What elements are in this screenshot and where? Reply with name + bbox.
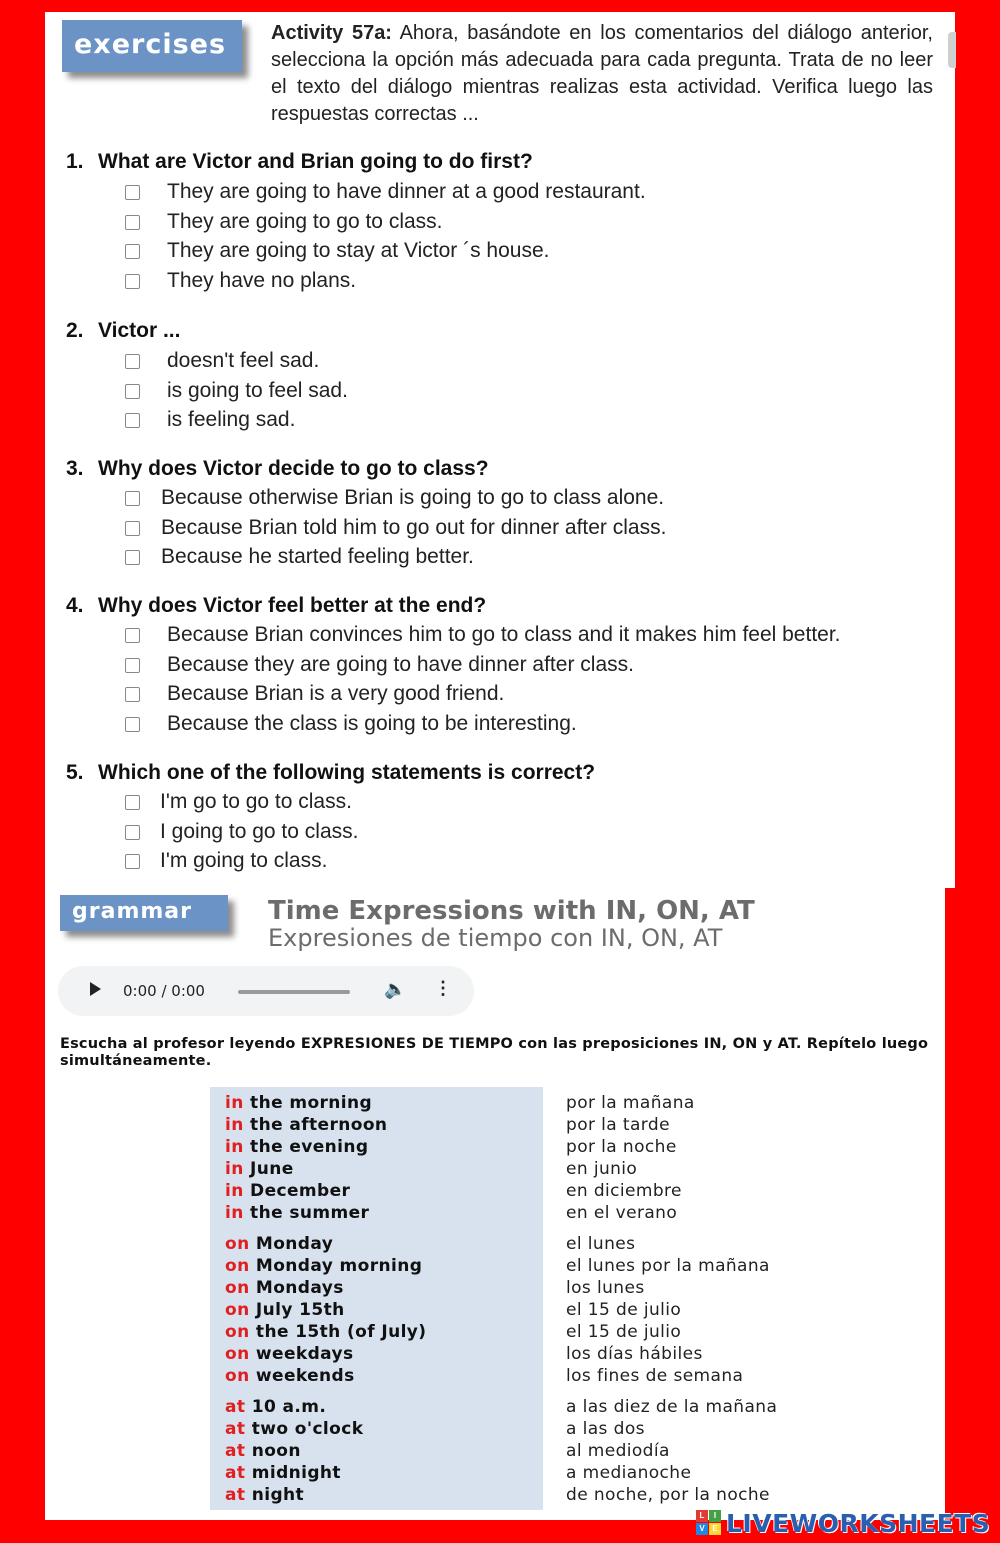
expression-rest: June [243,1159,294,1179]
answer-option-text: doesn't feel sad. [167,349,320,372]
preposition: at [225,1441,246,1461]
expression-rest: Mondays [249,1278,344,1298]
question-number: 1. [66,150,84,173]
question-text: What are Victor and Brian going to do first? [98,150,533,173]
answer-option-text: is going to feel sad. [167,378,348,402]
preposition: at [225,1485,246,1505]
answer-checkbox[interactable] [125,491,140,506]
logo-letter-i: I [709,1510,721,1522]
expression-spanish: por la tarde [566,1115,670,1135]
exercises-tag: exercises [62,20,242,72]
answer-option-text: Because otherwise Brian is going to go to class alone. [161,486,665,509]
expression-english [225,1093,372,1113]
expression-rest: two o'clock [245,1419,364,1439]
question-1 [66,150,533,174]
answer-checkbox[interactable] [125,658,140,673]
answer-option-text: Because the class is going to be interesting. [167,711,577,735]
question-number: 3. [66,457,84,480]
expression-spanish: en junio [566,1159,638,1179]
preposition: in [225,1093,244,1113]
answer-checkbox[interactable] [125,384,140,399]
preposition: on [225,1322,250,1342]
expression-english [225,1344,354,1364]
expression-spanish: el lunes [566,1234,636,1254]
audio-time: 0:00 / 0:00 [123,982,205,1000]
answer-checkbox[interactable] [125,354,140,369]
grammar-title: Time Expressions with IN, ON, AT [268,896,755,926]
expression-spanish: en el verano [566,1203,678,1223]
expression-spanish: el 15 de julio [566,1300,682,1320]
expression-spanish: de noche, por la noche [566,1485,770,1505]
logo-letter-v: V [696,1523,708,1535]
listen-instructions: Escucha al profesor leyendo EXPRESIONES DE TIEMPO con las preposiciones IN, ON y AT. Repítelo luego simultáneamente. [60,1036,929,1069]
expression-rest: the afternoon [243,1115,388,1135]
expression-rest: the 15th (of July) [249,1322,427,1342]
expression-spanish: los lunes [566,1278,645,1298]
preposition: in [225,1181,244,1201]
expression-english [225,1159,294,1179]
preposition: in [225,1159,244,1179]
expression-spanish: a las diez de la mañana [566,1397,778,1417]
answer-checkbox[interactable] [125,717,140,732]
expression-english [225,1234,333,1254]
expression-rest: the morning [243,1093,373,1113]
answer-option-text: I'm go to go to class. [160,790,352,813]
more-options-icon[interactable]: ⋮ [434,978,452,998]
logo-letter-e: E [709,1523,721,1535]
play-icon[interactable] [90,982,101,996]
question-2 [66,319,180,343]
expression-spanish: a medianoche [566,1463,692,1483]
answer-checkbox[interactable] [125,215,140,230]
question-number: 2. [66,319,84,342]
expression-english [225,1463,341,1483]
answer-option-text: They have no plans. [167,268,357,292]
preposition: on [225,1234,250,1254]
preposition: on [225,1366,250,1386]
answer-option-text: I'm going to class. [160,849,328,872]
expression-english [225,1278,344,1298]
answer-option-text: Because Brian told him to go out for dinner after class. [161,515,667,539]
answer-option-text: Because they are going to have dinner after class. [167,652,634,676]
preposition: in [225,1137,244,1157]
answer-checkbox[interactable] [125,244,140,259]
answer-checkbox[interactable] [125,825,140,840]
expression-spanish: a las dos [566,1419,645,1439]
expression-english [225,1300,345,1320]
question-5 [66,761,595,785]
expression-rest: night [245,1485,305,1505]
answer-checkbox[interactable] [125,550,140,565]
expression-rest: 10 a.m. [245,1397,327,1417]
expression-rest: December [243,1181,351,1201]
expression-rest: noon [245,1441,301,1461]
expression-spanish: por la noche [566,1137,677,1157]
worksheet-top [45,12,955,888]
expression-english [225,1256,422,1276]
expression-english [225,1322,426,1342]
answer-checkbox[interactable] [125,795,140,810]
volume-icon[interactable]: 🔈 [384,979,407,999]
expression-english [225,1203,369,1223]
answer-option-text: Because Brian is a very good friend. [167,682,505,705]
preposition: on [225,1278,250,1298]
expression-rest: Monday [249,1234,334,1254]
question-3 [66,457,489,481]
question-text: Which one of the following statements is correct? [98,761,596,784]
expression-rest: midnight [245,1463,341,1483]
answer-option-text: They are going to stay at Victor ´s house. [167,239,550,262]
expression-rest: weekdays [249,1344,354,1364]
expression-spanish: los fines de semana [566,1366,744,1386]
answer-option-text: Because Brian convinces him to go to class and it makes him feel better. [167,623,841,646]
preposition: on [225,1256,250,1276]
activity-instructions [271,20,933,128]
expression-rest: the evening [243,1137,369,1157]
preposition: at [225,1397,246,1417]
expression-spanish: el lunes por la mañana [566,1256,770,1276]
expression-rest: July 15th [249,1300,345,1320]
expression-english [225,1137,368,1157]
preposition: on [225,1344,250,1364]
activity-lead: Activity 57a: [271,22,392,44]
page-edge-marker [948,32,956,68]
expression-english [225,1397,326,1417]
expression-spanish: por la mañana [566,1093,695,1113]
expression-english [225,1181,350,1201]
question-text: Victor ... [98,319,181,342]
answer-checkbox[interactable] [125,274,140,289]
expression-english [225,1419,363,1439]
liveworksheets-logo [696,1508,990,1538]
preposition: at [225,1463,246,1483]
expression-rest: weekends [249,1366,355,1386]
preposition: in [225,1203,244,1223]
answer-checkbox[interactable] [125,185,140,200]
expression-english [225,1366,355,1386]
expression-spanish: al mediodía [566,1441,670,1461]
answer-checkbox[interactable] [125,687,140,702]
preposition: in [225,1115,244,1135]
grammar-subtitle: Expresiones de tiempo con IN, ON, AT [268,924,723,952]
liveworksheets-icon [696,1510,722,1536]
logo-text: LIVEWORKSHEETS [726,1508,991,1538]
question-text: Why does Victor feel better at the end? [98,594,487,617]
activity-text: Ahora, basándote en los comentarios del diálogo anterior, selecciona la opción más adecuada para cada pregunta. Trata de no leer el texto del diálogo mientras realizas esta actividad. Verifica luego las respuestas correctas ... [271,22,933,125]
expression-spanish: el 15 de julio [566,1322,682,1342]
answer-checkbox[interactable] [125,854,140,869]
preposition: at [225,1419,246,1439]
expression-spanish: en diciembre [566,1181,682,1201]
logo-letter-l: L [696,1510,708,1522]
answer-option-text: They are going to have dinner at a good restaurant. [167,180,646,203]
preposition: on [225,1300,250,1320]
audio-progress-track[interactable] [238,990,350,994]
answer-checkbox[interactable] [125,413,140,428]
question-number: 5. [66,761,84,784]
question-number: 4. [66,594,84,617]
question-text: Why does Victor decide to go to class? [98,457,489,480]
expression-english [225,1485,304,1505]
expression-rest: the summer [243,1203,370,1223]
answer-option-text: is feeling sad. [167,408,296,431]
answer-checkbox[interactable] [125,521,140,536]
question-4 [66,594,486,618]
grammar-tag: grammar [60,895,228,931]
answer-checkbox[interactable] [125,628,140,643]
answer-option-text: I going to go to class. [160,819,359,843]
expression-rest: Monday morning [249,1256,423,1276]
expression-english [225,1441,301,1461]
answer-option-text: They are going to go to class. [167,209,443,233]
answer-option-text: Because he started feeling better. [161,545,474,568]
audio-player [58,966,474,1016]
expression-english [225,1115,387,1135]
expression-spanish: los días hábiles [566,1344,703,1364]
